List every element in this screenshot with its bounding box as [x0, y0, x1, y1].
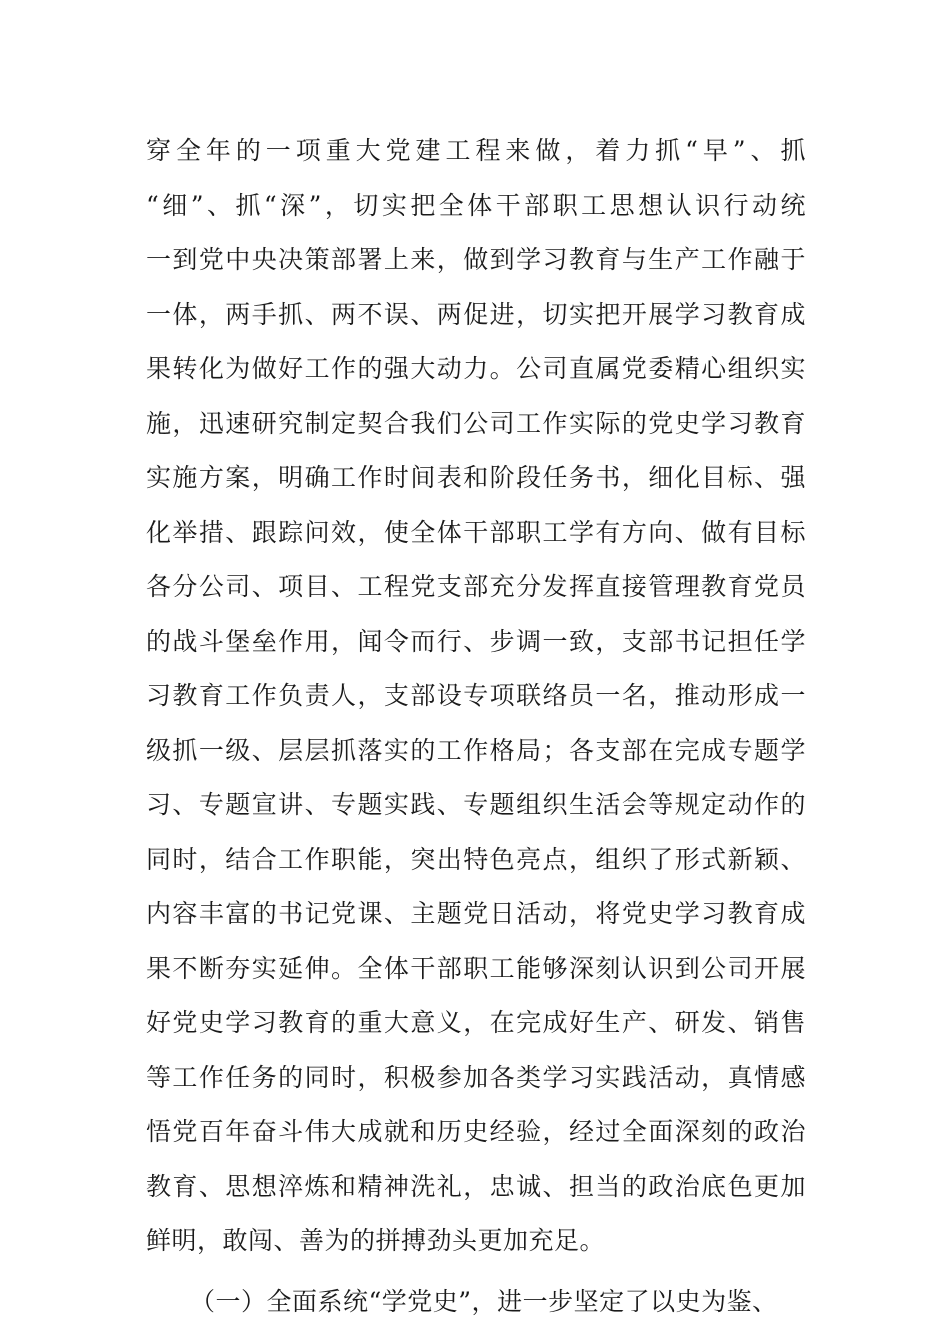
text-line: 果不断夯实延伸。全体干部职工能够深刻认识到公司开展: [146, 953, 806, 983]
text-line: “细”、抓“深”，切实把全体干部职工思想认识行动统: [146, 190, 806, 220]
body-text: [146, 124, 806, 1329]
text-line: 习教育工作负责人，支部设专项联络员一名，推动形成一: [146, 681, 806, 710]
text-line: 悟党百年奋斗伟大成就和历史经验，经过全面深刻的政治: [146, 1117, 806, 1146]
text-line: 教育、思想淬炼和精神洗礼，忠诚、担当的政治底色更加: [146, 1171, 806, 1201]
text-line: 一体，两手抓、两不误、两促进，切实把开展学习教育成: [146, 299, 806, 329]
text-line: 穿全年的一项重大党建工程来做，着力抓“早”、抓: [146, 136, 806, 165]
text-line: 实施方案，明确工作时间表和阶段任务书，细化目标、强: [146, 463, 806, 492]
text-line: 果转化为做好工作的强大动力。公司直属党委精心组织实: [146, 354, 806, 383]
text-line: 习、专题宣讲、专题实践、专题组织生活会等规定动作的: [146, 790, 806, 819]
text-line: 施，迅速研究制定契合我们公司工作实际的党史学习教育: [146, 408, 806, 438]
text-line: 好党史学习教育的重大意义，在完成好生产、研发、销售: [146, 1008, 806, 1037]
text-line-last: 鲜明，敢闯、善为的拼搏劲头更加充足。: [146, 1226, 606, 1255]
text-line: 同时，结合工作职能，突出特色亮点，组织了形式新颖、: [146, 844, 806, 874]
text-line: 一到党中央决策部署上来，做到学习教育与生产工作融于: [146, 245, 806, 274]
text-line: 化举措、跟踪问效，使全体干部职工学有方向、做有目标: [146, 517, 806, 547]
section-heading: （一）全面系统“学党史”，进一步坚定了以史为鉴、: [190, 1286, 778, 1316]
text-line: 各分公司、项目、工程党支部充分发挥直接管理教育党员: [146, 572, 806, 601]
text-line: 内容丰富的书记党课、主题党日活动，将党史学习教育成: [146, 899, 806, 928]
text-line: 级抓一级、层层抓落实的工作格局；各支部在完成专题学: [146, 735, 806, 765]
text-line: 等工作任务的同时，积极参加各类学习实践活动，真情感: [146, 1062, 806, 1092]
text-line: 的战斗堡垒作用，闻令而行、步调一致，支部书记担任学: [146, 626, 806, 656]
